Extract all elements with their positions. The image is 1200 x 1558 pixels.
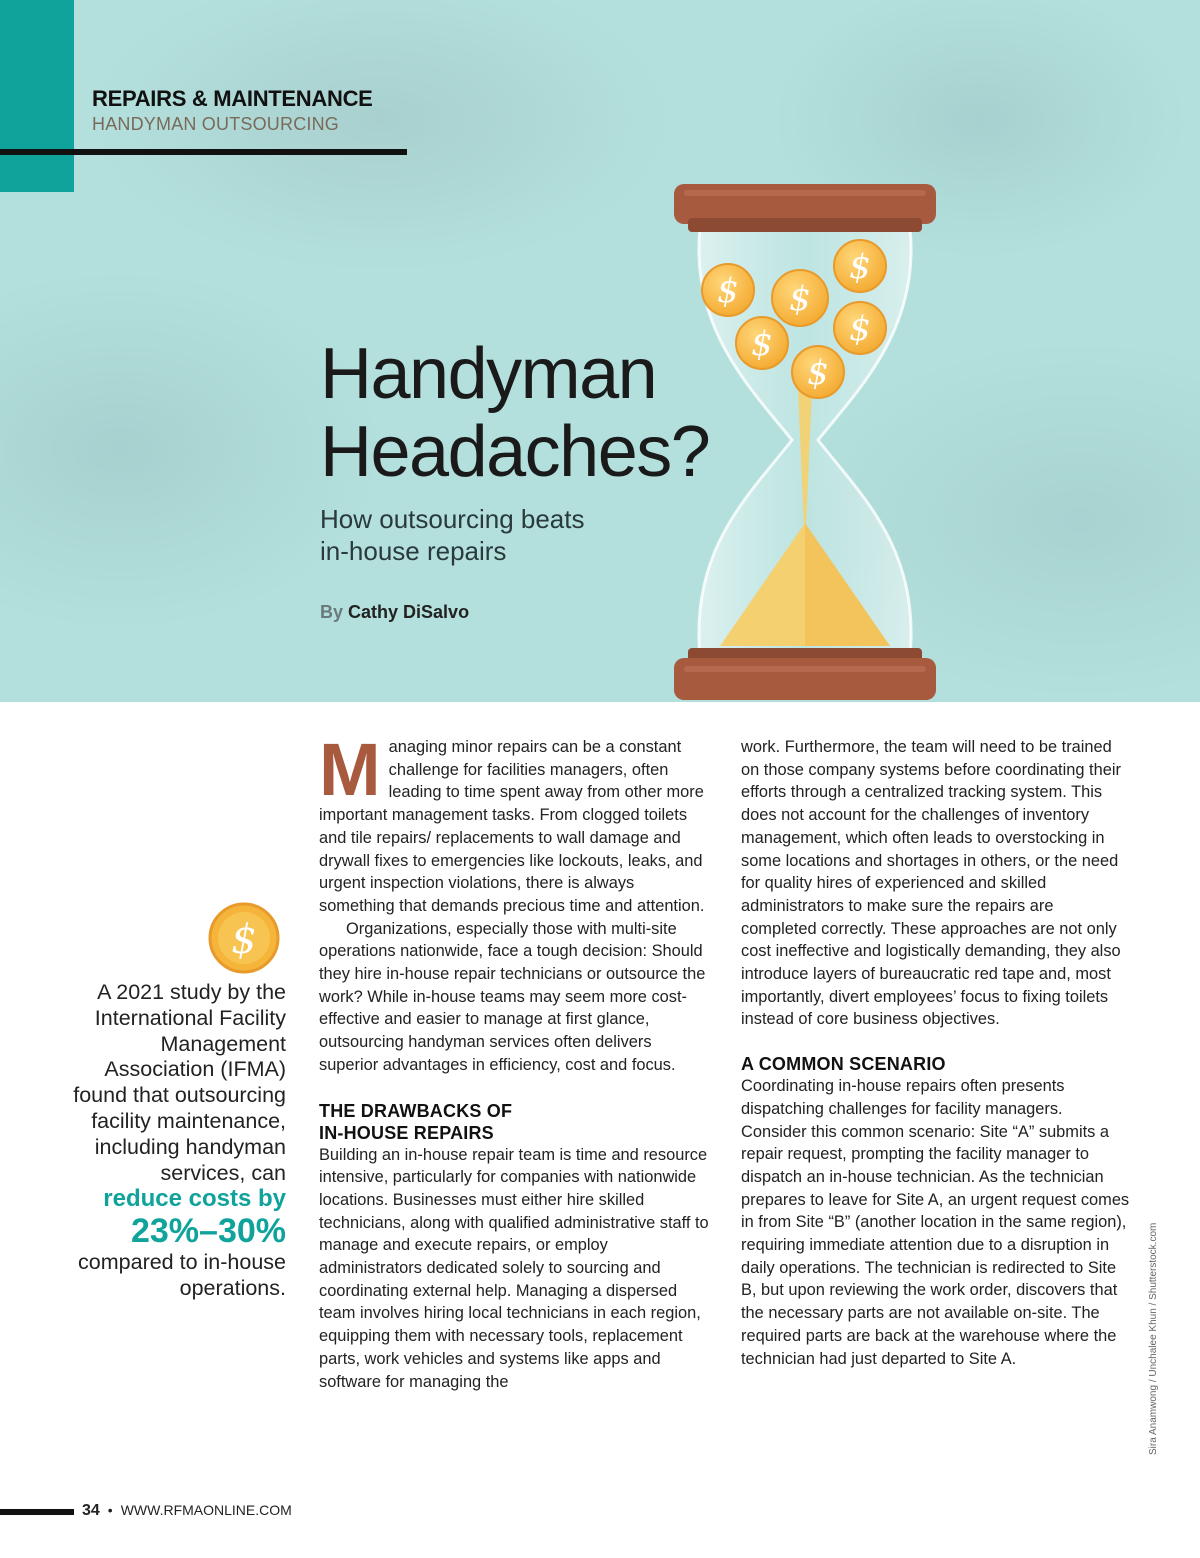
svg-text:$: $	[849, 247, 871, 287]
footer-separator: •	[107, 1502, 113, 1518]
svg-text:$: $	[807, 353, 829, 393]
stat-percent: 23%–30%	[130, 1212, 286, 1251]
subhead-drawbacks	[319, 1100, 711, 1144]
subhead-scenario: A COMMON SCENARIO	[741, 1054, 946, 1075]
byline-prefix: By	[320, 602, 344, 622]
paragraph: Organizations, especially those with multi-site operations nationwide, face a tough decision: Should they hire in-house repair technicians or outsource the work? While in-house teams may seem more cost-effective and easier to manage at first glance, outsourcing handyman services often delivers superior advantages in efficiency, cost and focus.	[319, 919, 706, 1074]
paragraph: work. Furthermore, the team will need to be trained on those company systems before coordinating their efforts through a centralized tracking system. This does not account for the challenges of inventory management, which often leads to overstocking in some locations and shortages in others, or the need for quality hires of experienced and skilled administrators to make sure the repairs are completed correctly. These approaches are not only cost ineffective and logistically demanding, they also introduce layers of bureaucratic red tape and, most importantly, divert employees’ focus to fixing toilets instead of core business objectives.	[741, 738, 1121, 1029]
footer-rule	[0, 1509, 74, 1515]
paragraph-intro	[319, 728, 711, 918]
paragraph: Building an in-house repair team is time and resource intensive, particularly for companies with nationwide locations. Businesses must either hire skilled technicians, along with qualified administrative staff to manage and execute repairs, or employ administrators dedicated solely to sourcing and coordinating external help. Managing a dispersed team involves hiring local technicians in each region, equipping them with necessary tools, replacement parts, work vehicles and systems like apps and software for managing the	[319, 1145, 709, 1391]
svg-text:$: $	[789, 279, 811, 319]
sidebar-stat	[50, 980, 286, 1302]
byline	[320, 602, 469, 623]
photo-credit: Sira Anamwong / Unchalee Khun / Shutterstock.com	[1148, 1222, 1159, 1455]
body-column-1	[319, 728, 711, 1393]
svg-text:$: $	[717, 271, 739, 311]
footer-website: WWW.RFMAONLINE.COM	[120, 1502, 292, 1518]
svg-text:$: $	[849, 309, 871, 349]
dek-line-1: How outsourcing beats	[320, 504, 585, 534]
body-column-2	[741, 736, 1131, 1370]
stat-text-before: A 2021 study by the International Facility Management Association (IFMA) found that outsourcing facility maintenance, including handyman services, can	[73, 980, 286, 1185]
headline-line-1: Handyman	[320, 334, 657, 414]
author-name: Cathy DiSalvo	[348, 602, 470, 622]
paragraph: Coordinating in-house repairs often presents dispatching challenges for facility managers. Consider this common scenario: Site “A” submits a repair request, prompting the facility manager to dispatch an in-house technician. As the technician prepares to leave for Site A, an urgent request comes in from Site “B” (another location in the same region), requiring immediate attention due to a disruption in daily operations. The technician is redirected to Site B, but upon reviewing the work order, discovers that the necessary parts are not available on-site. The required parts are back at the warehouse where the technician had just departed to Site A.	[741, 1077, 1130, 1368]
subhead-line-2: IN-HOUSE REPAIRS	[319, 1122, 494, 1143]
stat-text-after: compared to in-house operations.	[78, 1250, 286, 1300]
article-dek	[320, 503, 680, 567]
svg-text:$: $	[751, 324, 773, 364]
intro-text: anaging minor repairs can be a constant challenge for facilities managers, often leading to time spent away from other more important management tasks. From clogged toilets and tile repairs/ replacements to wall damage and drywall fixes to emergencies like lockouts, leaks, and urgent inspection violations, there is always something that demands precious time and attention.	[319, 738, 705, 915]
dollar-coin-icon	[207, 901, 281, 975]
hero-banner	[0, 0, 1200, 702]
page-number: 34	[82, 1502, 100, 1519]
section-title: REPAIRS & MAINTENANCE	[92, 86, 373, 111]
section-subtitle: HANDYMAN OUTSOURCING	[92, 114, 340, 134]
page-footer	[82, 1502, 292, 1520]
article-headline	[320, 335, 760, 491]
dek-line-2: in-house repairs	[320, 536, 507, 566]
drop-cap: M	[319, 728, 381, 811]
section-color-tab	[0, 0, 74, 192]
subhead-line-1: THE DRAWBACKS OF	[319, 1100, 513, 1121]
headline-line-2: Headaches?	[320, 412, 710, 492]
svg-text:$: $	[231, 917, 257, 963]
stat-highlight: reduce costs by	[103, 1185, 286, 1213]
section-rule	[0, 149, 407, 155]
